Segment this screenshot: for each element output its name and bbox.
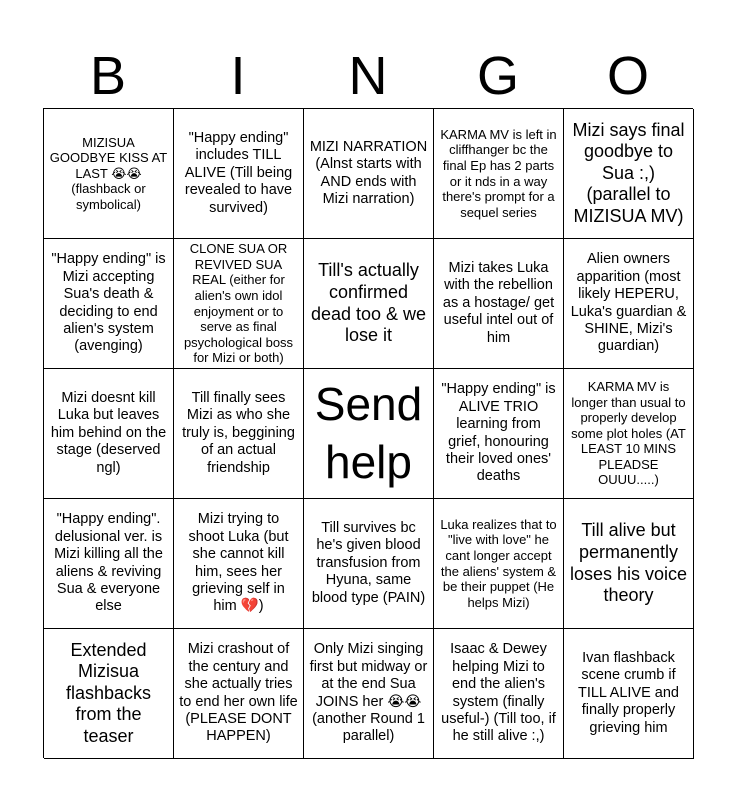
bingo-cell[interactable] [304, 239, 434, 369]
cell-text: Mizi crashout of the century and she actually tries to end her own life (PLEASE DONT HAPPEN) [179, 641, 298, 745]
bingo-cell[interactable] [174, 239, 304, 369]
cell-text: "Happy ending" is Mizi accepting Sua's death & deciding to end alien's system (avenging) [51, 251, 166, 355]
bingo-cell[interactable] [564, 109, 694, 239]
bingo-cell[interactable] [304, 499, 434, 629]
bingo-cell[interactable] [174, 109, 304, 239]
cell-text: KARMA MV is left in cliffhanger bc the final Ep has 2 parts or it nds in a way there's prompt for a sequel series [440, 126, 557, 220]
cell-text: Mizi doesnt kill Luka but leaves him behind on the stage (deserved ngl) [50, 390, 167, 476]
bingo-cell[interactable] [174, 629, 304, 759]
bingo-cell[interactable] [304, 109, 434, 239]
bingo-cell[interactable] [564, 369, 694, 499]
cell-text: Luka realizes that to "live with love" he cant longer accept the aliens' system & be their puppet (He helps Mizi) [440, 516, 557, 610]
cell-text: CLONE SUA OR REVIVED SUA REAL (either for alien's own idol enjoyment or to serve as final psychological boss for Mizi or both) [183, 241, 294, 366]
bingo-cell[interactable] [44, 239, 174, 369]
bingo-header [43, 44, 693, 108]
bingo-cell[interactable] [44, 499, 174, 629]
cell-text: MIZI NARRATION (Alnst starts with AND ends with Mizi narration) [309, 138, 428, 207]
bingo-grid [43, 108, 693, 758]
header-letter-n: N [348, 46, 388, 106]
bingo-cell[interactable] [434, 239, 564, 369]
cell-text: Alien owners apparition (most likely HEPERU, Luka's guardian & SHINE, Mizi's guardian) [570, 251, 687, 355]
bingo-cell[interactable] [44, 109, 174, 239]
cell-text: Isaac & Dewey helping Mizi to end the alien's system (finally useful-) (Till too, if he still alive :,) [441, 641, 556, 745]
bingo-cell[interactable] [564, 239, 694, 369]
free-space-text: Send help [314, 378, 423, 488]
cell-text: Ivan flashback scene crumb if TILL ALIVE and finally properly grieving him [577, 650, 680, 736]
bingo-cell[interactable] [44, 629, 174, 759]
cell-text: "Happy ending" includes TILL ALIVE (Till being revealed to have survived) [184, 130, 293, 216]
cell-text: Extended Mizisua flashbacks from the teaser [65, 639, 152, 746]
cell-text: Mizi takes Luka with the rebellion as a hostage/ get useful intel out of him [442, 260, 555, 346]
bingo-cell[interactable] [304, 629, 434, 759]
cell-text: KARMA MV is longer than usual to properly develop some plot holes (AT LEAST 10 MINS PLEADSE OUUU.....) [571, 378, 686, 488]
cell-text: Till's actually confirmed dead too & we lose it [310, 260, 427, 346]
cell-text: "Happy ending" is ALIVE TRIO learning from grief, honouring their loved ones' deaths [441, 381, 556, 485]
cell-text: Till finally sees Mizi as who she truly is, beggining of an actual friendship [182, 390, 295, 476]
cell-text: MIZISUA GOODBYE KISS AT LAST 😭😭 (flashback or symbolical) [49, 134, 168, 212]
bingo-cell[interactable] [174, 499, 304, 629]
cell-text: Mizi says final goodbye to Sua :,) (parallel to MIZISUA MV) [572, 119, 685, 226]
header-letter-i: I [230, 46, 246, 106]
cell-text: "Happy ending". delusional ver. is Mizi killing all the aliens & reviving Sua & everyone else [54, 511, 163, 615]
bingo-cell[interactable] [434, 629, 564, 759]
bingo-cell[interactable] [434, 369, 564, 499]
header-letter-b: B [89, 46, 127, 106]
bingo-cell[interactable] [564, 499, 694, 629]
bingo-cell[interactable] [434, 499, 564, 629]
free-space-cell[interactable] [304, 369, 434, 499]
bingo-cell[interactable] [44, 369, 174, 499]
bingo-cell[interactable] [564, 629, 694, 759]
bingo-cell[interactable] [434, 109, 564, 239]
bingo-cell[interactable] [174, 369, 304, 499]
header-letter-o: O [606, 46, 649, 106]
cell-text: Till survives bc he's given blood transfusion from Hyuna, same blood type (PAIN) [311, 520, 426, 606]
cell-text: Only Mizi singing first but midway or at the end Sua JOINS her 😭😭 (another Round 1 parallel) [309, 641, 428, 745]
cell-text: Till alive but permanently loses his voice theory [569, 520, 688, 606]
header-letter-g: G [476, 46, 519, 106]
cell-text: Mizi trying to shoot Luka (but she cannot kill him, sees her grieving self in him 💔) [188, 511, 289, 615]
